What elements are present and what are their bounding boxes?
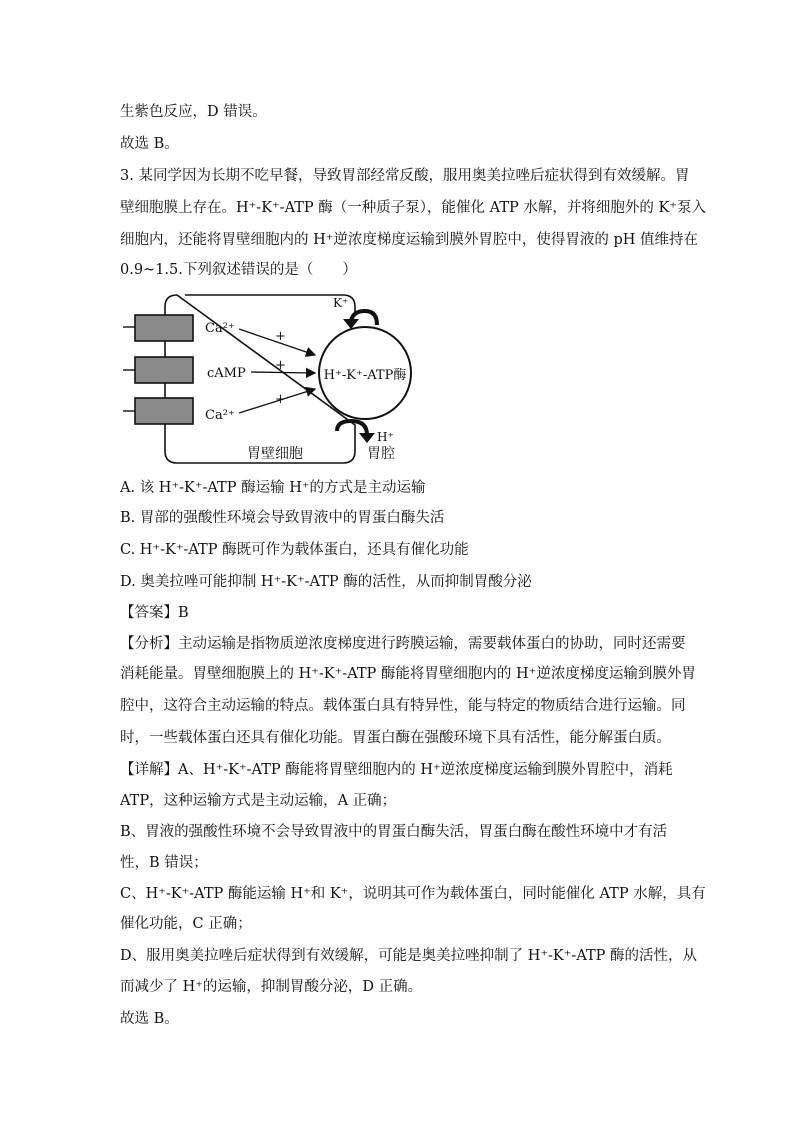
enzyme-label: H⁺-K⁺-ATP酶 [323, 368, 407, 383]
detail-line-3: B、胃液的强酸性环境不会导致胃液中的胃蛋白酶失活，胃蛋白酶在酸性环境中才有活 [120, 824, 668, 840]
receptor-label-2: cAMP [207, 366, 246, 381]
lumen-label: 胃腔 [367, 446, 395, 462]
question-stem-line-3: 细胞内，还能将胃壁细胞内的 H⁺逆浓度梯度运输到膜外胃腔中，使得胃液的 pH 值维持在 [120, 232, 699, 248]
final-answer-line: 故选 B。 [120, 1011, 179, 1027]
receptor-1 [135, 315, 193, 341]
proton-pump-diagram [115, 285, 435, 470]
receptor-2 [135, 357, 193, 383]
detail-line-5: C、H⁺-K⁺-ATP 酶能运输 H⁺和 K⁺，说明其可作为载体蛋白，同时能催化 ATP 水解，具有 [120, 886, 706, 902]
option-c: C. H⁺-K⁺-ATP 酶既可作为载体蛋白，还具有催化功能 [120, 542, 469, 558]
question-stem-line-2: 壁细胞膜上存在。H⁺-K⁺-ATP 酶（一种质子泵），能催化 ATP 水解，并将细胞外的 K⁺泵入 [120, 200, 706, 216]
question-stem-line-1: 3. 某同学因为长期不吃早餐，导致胃部经常反酸，服用奥美拉唑后症状得到有效缓解。胃 [120, 168, 690, 184]
receptor-label-1: Ca²⁺ [205, 321, 235, 336]
detail-line-6: 催化功能，C 正确； [120, 916, 252, 932]
plus-sign-1: + [275, 329, 286, 344]
plus-sign-3: + [275, 392, 286, 407]
detail-line-8: 而减少了 H⁺的运输，抑制胃酸分泌，D 正确。 [120, 979, 423, 995]
detail-line-7: D、服用奥美拉唑后症状得到有效缓解，可能是奥美拉唑抑制了 H⁺-K⁺-ATP 酶的活性，从 [120, 948, 698, 964]
analysis-line-2: 消耗能量。胃壁细胞膜上的 H⁺-K⁺-ATP 酶能将胃壁细胞内的 H⁺逆浓度梯度运输到膜外胃 [120, 666, 696, 682]
detail-line-4: 性，B 错误； [120, 855, 208, 871]
receptor-label-3: Ca²⁺ [205, 408, 235, 423]
cell-label: 胃壁细胞 [247, 446, 303, 462]
analysis-line-4: 时，一些载体蛋白还具有催化功能。胃蛋白酶在强酸环境下具有活性，能分解蛋白质。 [120, 730, 671, 746]
k-ion-label: K⁺ [333, 296, 349, 310]
option-b: B. 胃部的强酸性环境会导致胃液中的胃蛋白酶失活 [120, 510, 445, 526]
text-line-1: 生紫色反应，D 错误。 [120, 104, 267, 120]
detail-line-2: ATP，这种运输方式是主动运输，A 正确； [120, 793, 397, 809]
h-ion-label: H⁺ [377, 430, 394, 444]
receptor-3 [135, 398, 193, 424]
answer-line: 【答案】B [120, 605, 189, 621]
diagram-svg [115, 285, 435, 470]
analysis-line-1: 【分析】主动运输是指物质逆浓度梯度进行跨膜运输，需要载体蛋白的协助，同时还需要 [120, 636, 686, 652]
analysis-line-3: 腔中，这符合主动运输的特点。载体蛋白具有特异性，能与特定的物质结合进行运输。同 [120, 698, 686, 714]
option-d: D. 奥美拉唑可能抑制 H⁺-K⁺-ATP 酶的活性，从而抑制胃酸分泌 [120, 574, 532, 590]
question-stem-line-4: 0.9~1.5.下列叙述错误的是（ ） [120, 262, 357, 278]
plus-sign-2: + [275, 358, 286, 373]
detail-line-1: 【详解】A、H⁺-K⁺-ATP 酶能将胃壁细胞内的 H⁺逆浓度梯度运输到膜外胃腔中，消耗 [120, 762, 673, 778]
text-line-2: 故选 B。 [120, 136, 179, 152]
option-a: A. 该 H⁺-K⁺-ATP 酶运输 H⁺的方式是主动运输 [120, 480, 426, 496]
